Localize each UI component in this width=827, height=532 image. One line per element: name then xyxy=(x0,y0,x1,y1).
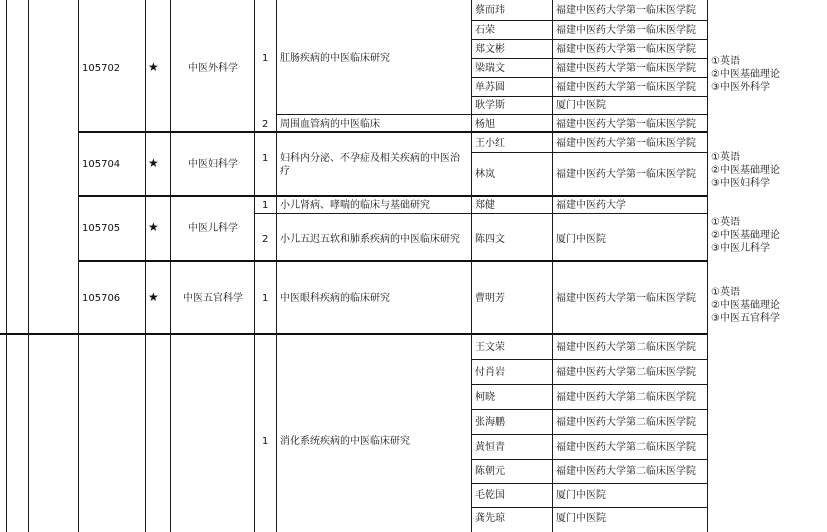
exam-subject: ③中医五官科学 xyxy=(711,313,780,324)
direction-name: 小儿肾病、哮喘的临床与基础研究 xyxy=(280,200,430,211)
star-mark: ★ xyxy=(148,60,159,74)
tutor-unit: 福建中医药大学第二临床医学院 xyxy=(556,442,696,453)
tutor-unit: 福建中医药大学 xyxy=(556,200,626,211)
exam-subject: ③中医儿科学 xyxy=(711,243,770,254)
major-code: 105705 xyxy=(82,223,121,234)
tutor-name: 梁瑞文 xyxy=(475,63,505,74)
group-divider xyxy=(78,131,707,133)
tutor-name: 黄恒青 xyxy=(475,442,505,453)
major-code: 105706 xyxy=(82,293,121,304)
exam-subject: ①英语 xyxy=(711,56,740,67)
tutor-name: 张海鹏 xyxy=(475,417,505,428)
star-mark: ★ xyxy=(148,290,159,304)
tutor-name: 单苏圆 xyxy=(475,82,505,93)
group-divider xyxy=(78,195,707,197)
direction-divider xyxy=(276,114,707,115)
tutor-name: 杨旭 xyxy=(475,119,495,130)
tutor-unit: 福建中医药大学第一临床医学院 xyxy=(556,119,696,130)
tutor-unit: 福建中医药大学第二临床医学院 xyxy=(556,342,696,353)
section-divider xyxy=(0,333,707,335)
major-name: 中医五官科学 xyxy=(183,293,243,304)
exam-subject: ①英语 xyxy=(711,152,740,163)
tutor-name: 毛乾国 xyxy=(475,490,505,501)
exam-subject: ②中医基础理论 xyxy=(711,230,780,241)
tutor-unit: 福建中医药大学第二临床医学院 xyxy=(556,466,696,477)
exam-subject: ①英语 xyxy=(711,287,740,298)
tutor-name: 郑健 xyxy=(475,200,495,211)
tutor-unit: 厦门中医院 xyxy=(556,100,606,111)
tutor-name: 耿学斯 xyxy=(475,100,505,111)
major-code: 105702 xyxy=(82,63,121,74)
tutor-unit: 福建中医药大学第一临床医学院 xyxy=(556,5,696,16)
exam-subject: ②中医基础理论 xyxy=(711,300,780,311)
tutor-unit: 福建中医药大学第一临床医学院 xyxy=(556,169,696,180)
tutor-unit: 福建中医药大学第一临床医学院 xyxy=(556,63,696,74)
direction-number: 1 xyxy=(262,53,269,64)
tutor-unit: 厦门中医院 xyxy=(556,513,606,524)
direction-number: 1 xyxy=(262,436,269,447)
tutor-name: 柯晓 xyxy=(475,392,495,403)
group-divider xyxy=(78,260,707,262)
tutor-name: 王小红 xyxy=(475,138,505,149)
tutor-unit: 福建中医药大学第一临床医学院 xyxy=(556,44,696,55)
major-code: 105704 xyxy=(82,159,121,170)
tutor-name: 龚先琼 xyxy=(475,513,505,524)
direction-name: 小儿五迟五软和肺系疾病的中医临床研究 xyxy=(280,234,460,245)
tutor-name: 王文荣 xyxy=(475,342,505,353)
tutor-name: 郑文彬 xyxy=(475,44,505,55)
direction-divider xyxy=(254,213,707,214)
exam-subject: ①英语 xyxy=(711,217,740,228)
tutor-unit: 福建中医药大学第一临床医学院 xyxy=(556,138,696,149)
tutor-name: 曹明芳 xyxy=(475,293,505,304)
tutor-unit: 福建中医药大学第二临床医学院 xyxy=(556,417,696,428)
major-name: 中医妇科学 xyxy=(188,159,238,170)
major-name: 中医外科学 xyxy=(188,63,238,74)
tutor-name: 蔡而玮 xyxy=(475,5,505,16)
tutor-name: 陈四文 xyxy=(475,234,505,245)
tutor-unit: 厦门中医院 xyxy=(556,490,606,501)
direction-number: 2 xyxy=(262,234,269,245)
direction-name: 妇科内分泌、不孕症及相关疾病的中医治疗 xyxy=(280,153,460,177)
direction-name: 肛肠疾病的中医临床研究 xyxy=(280,53,390,64)
exam-subject: ③中医妇科学 xyxy=(711,178,770,189)
tutor-unit: 福建中医药大学第二临床医学院 xyxy=(556,367,696,378)
exam-subject: ③中医外科学 xyxy=(711,82,770,93)
exam-subject: ②中医基础理论 xyxy=(711,69,780,80)
tutor-unit: 福建中医药大学第二临床医学院 xyxy=(556,392,696,403)
direction-name: 周围血管病的中医临床 xyxy=(280,119,380,130)
tutor-unit: 厦门中医院 xyxy=(556,234,606,245)
tutor-name: 林岚 xyxy=(475,169,495,180)
tutor-unit: 福建中医药大学第一临床医学院 xyxy=(556,293,696,304)
direction-number: 1 xyxy=(262,200,269,211)
direction-name: 中医眼科疾病的临床研究 xyxy=(280,293,390,304)
tutor-name: 石荣 xyxy=(475,25,495,36)
tutor-name: 付肖岩 xyxy=(475,367,505,378)
star-mark: ★ xyxy=(148,220,159,234)
direction-number: 2 xyxy=(262,119,269,130)
tutor-name: 陈朝元 xyxy=(475,466,505,477)
exam-subject: ②中医基础理论 xyxy=(711,165,780,176)
direction-name: 消化系统疾病的中医临床研究 xyxy=(280,436,410,447)
direction-number: 1 xyxy=(262,153,269,164)
major-name: 中医儿科学 xyxy=(188,223,238,234)
direction-number: 1 xyxy=(262,293,269,304)
tutor-unit: 福建中医药大学第一临床医学院 xyxy=(556,82,696,93)
star-mark: ★ xyxy=(148,156,159,170)
tutor-unit: 福建中医药大学第一临床医学院 xyxy=(556,25,696,36)
